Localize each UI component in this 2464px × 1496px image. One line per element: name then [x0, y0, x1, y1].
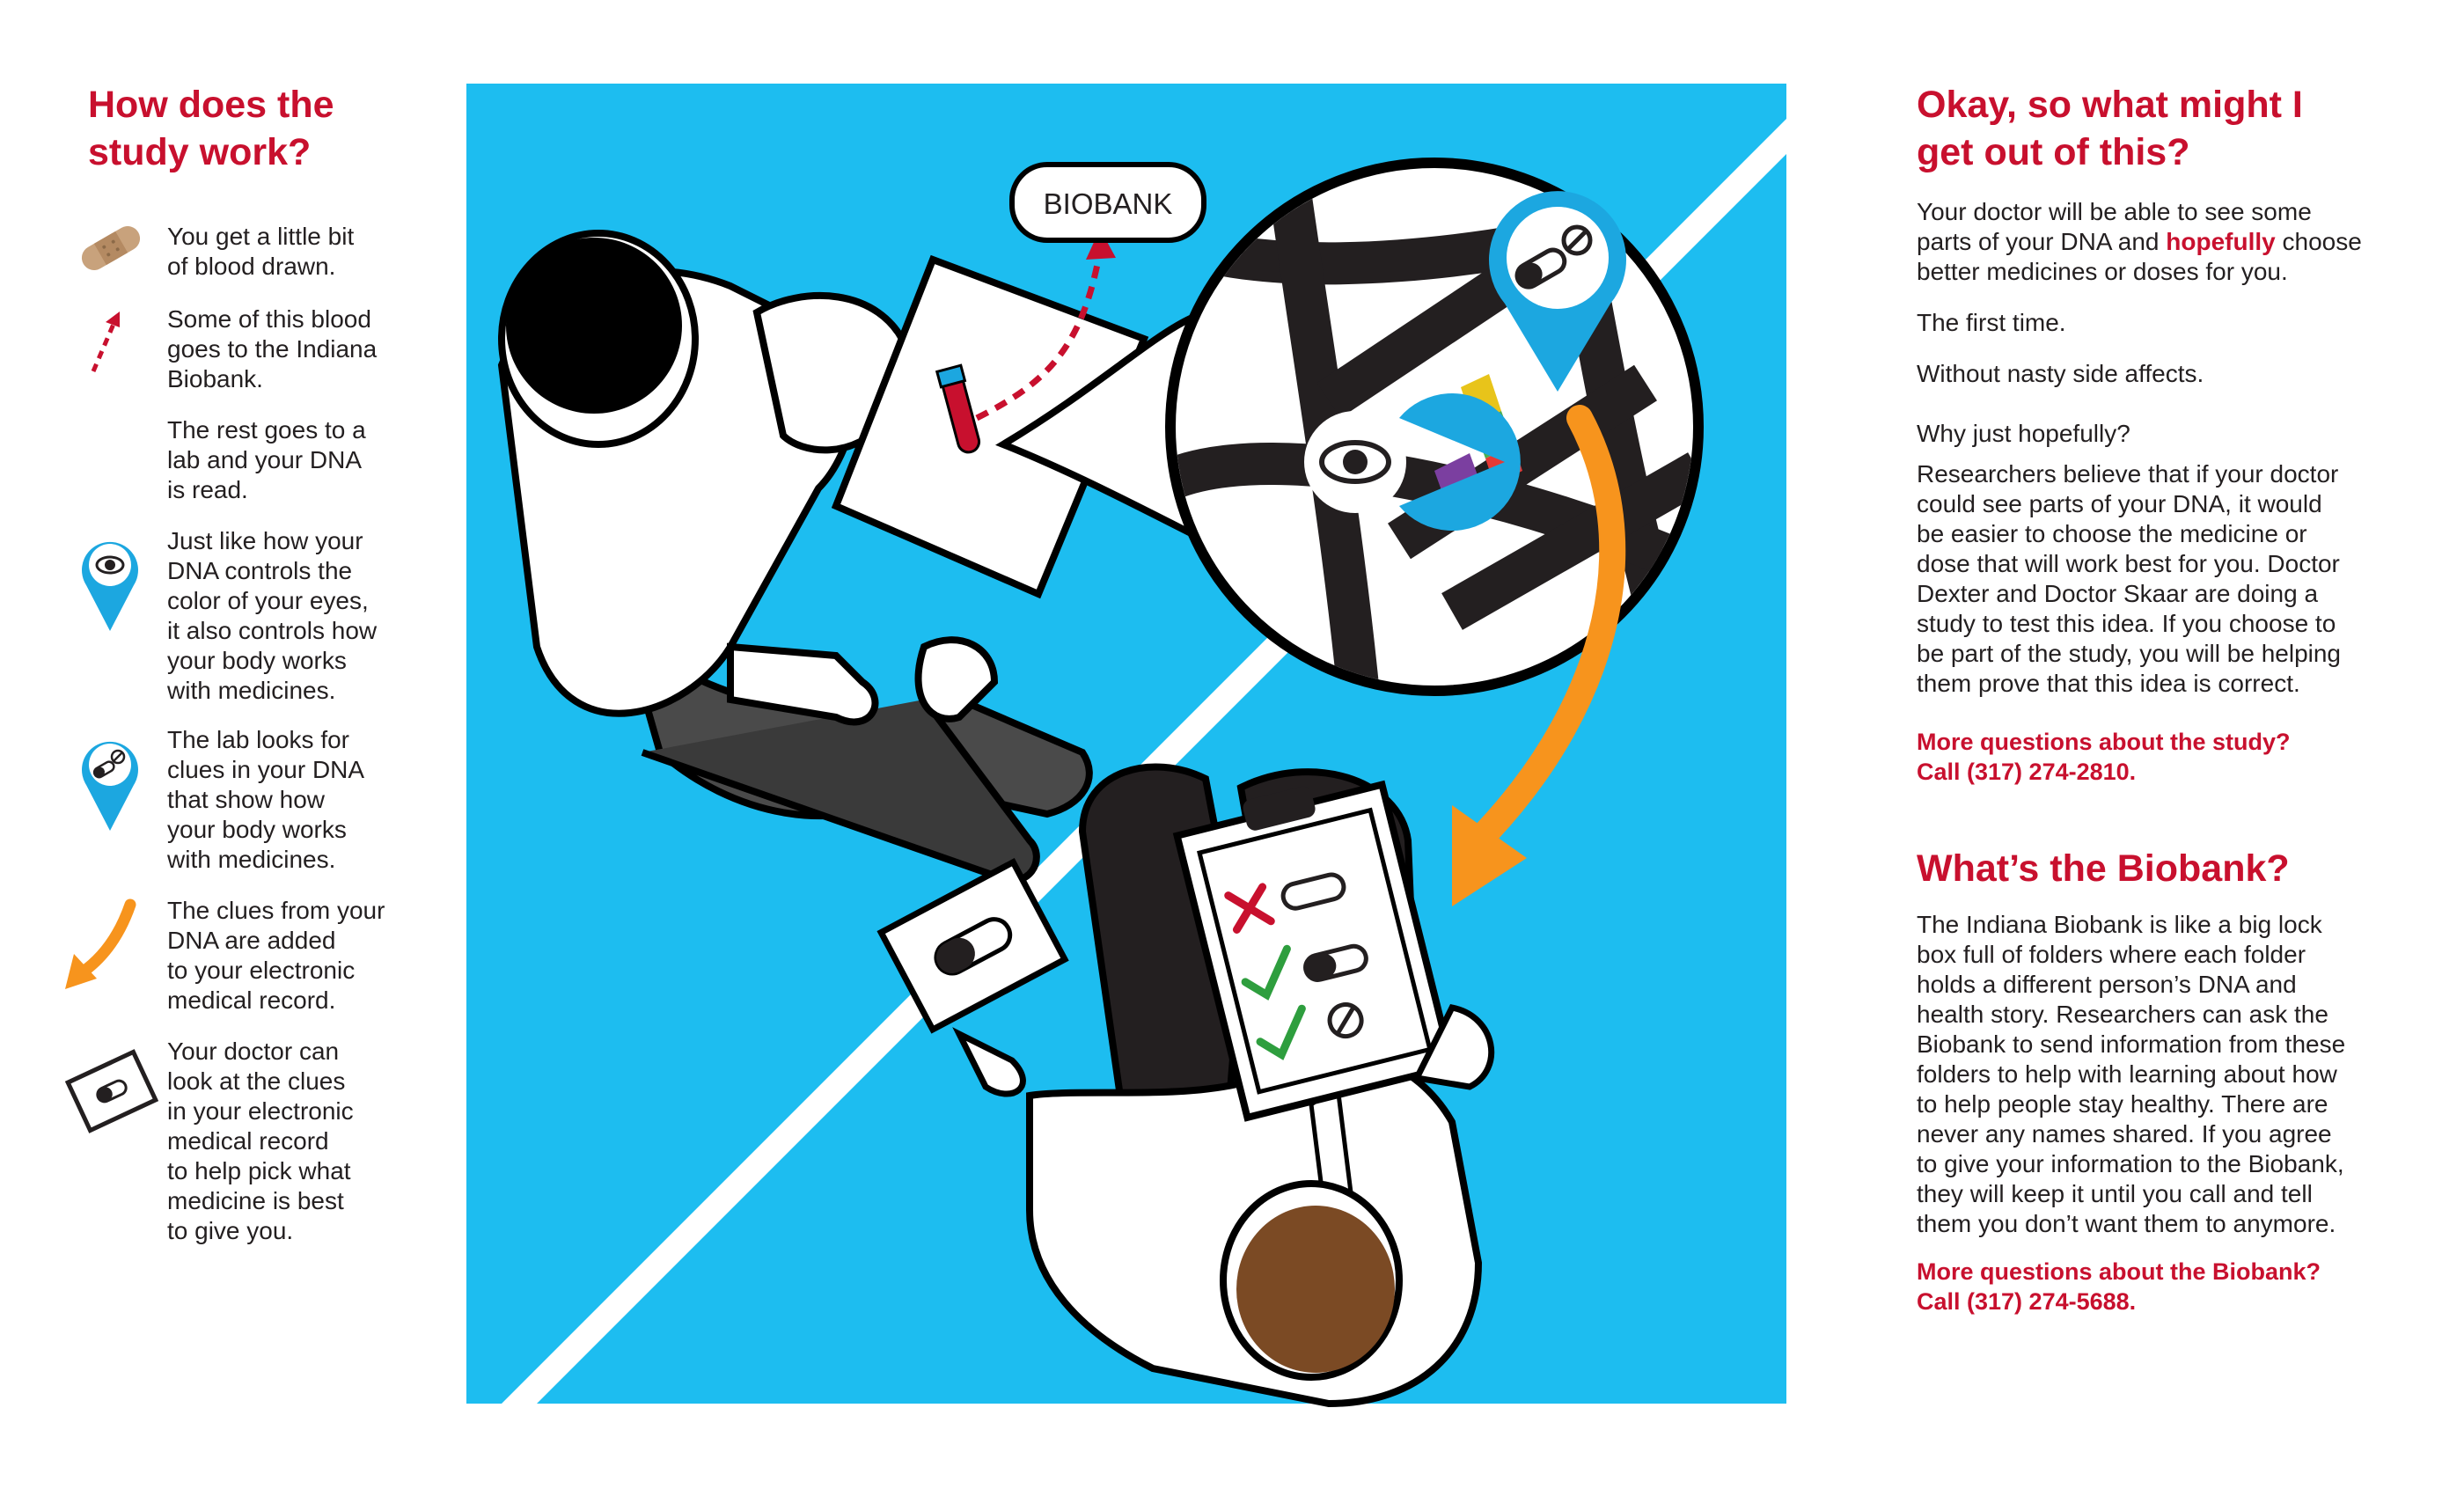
- side-effects-text: Without nasty side affects.: [1917, 360, 2204, 387]
- biobank-contact: More questions about the Biobank? Call (317) 274-5688.: [1917, 1257, 2427, 1316]
- why-hopefully-body: Researchers believe that if your doctor could see parts of your DNA, it would be easier to choose the medicine or dose that will work best for you. Doctor Dexter and Doctor Skaar are doing a study to test this idea. If you choose to be part of the study, you will be helping them prove that this idea is correct.: [1917, 460, 2342, 697]
- biobank-phone: Call (317) 274-5688.: [1917, 1288, 2137, 1315]
- left-heading: How does the study work?: [88, 84, 334, 173]
- bandage-icon: [76, 222, 146, 275]
- step-dna-eyes: Just like how your DNA controls the color of your eyes, it also controls how your body works with medicines.: [167, 527, 378, 704]
- step-lab: The rest goes to a lab and your DNA is read.: [167, 416, 366, 503]
- first-time-text: The first time.: [1917, 309, 2066, 336]
- hopefully-highlight: hopefully: [2166, 228, 2276, 255]
- study-phone: Call (317) 274-2810.: [1917, 759, 2137, 785]
- dashed-arrow-icon: [84, 308, 128, 378]
- right-column: [1917, 81, 2427, 176]
- pill-card-icon: [63, 1047, 160, 1135]
- step-lab-clues: The lab looks for clues in your DNA that show how your body works with medicines.: [167, 726, 365, 873]
- step-doctor-picks: Your doctor can look at the clues in your electronic medical record to help pick what medicine is best to give you.: [167, 1038, 354, 1244]
- step-blood-drawn: You get a little bit of blood drawn.: [167, 223, 355, 280]
- biobank-body: The Indiana Biobank is like a big lock box full of folders where each folder holds a different person’s DNA and health story. Researchers can ask the Biobank to send information from these folders to help with learning about how to help people stay healthy. There are never any names shared. If you agree to give your information to the Biobank, they will keep it until you call and tell them you don’t want them to anymore.: [1917, 911, 2346, 1237]
- why-hopefully-heading: Why just hopefully?: [1917, 420, 2130, 447]
- benefits-heading: Okay, so what might I get out of this?: [1917, 84, 2303, 173]
- pill-pin-icon: [79, 732, 141, 833]
- step-electronic-record: The clues from your DNA are added to your electronic medical record.: [167, 897, 385, 1014]
- eye-pin-icon: [79, 532, 141, 634]
- orange-arrow-icon: [62, 898, 141, 994]
- biobank-label: BIOBANK: [1043, 187, 1173, 220]
- study-contact: More questions about the study? Call (317) 274-2810.: [1917, 727, 2427, 787]
- biobank-heading: What’s the Biobank?: [1917, 847, 2290, 890]
- benefits-intro: Your doctor will be able to see some parts of your DNA and hopefully choose better medicines or doses for you.: [1917, 198, 2362, 285]
- step-biobank: Some of this blood goes to the Indiana Biobank.: [167, 305, 378, 392]
- study-illustration: [466, 84, 1786, 1430]
- biobank-section: [1917, 845, 2427, 892]
